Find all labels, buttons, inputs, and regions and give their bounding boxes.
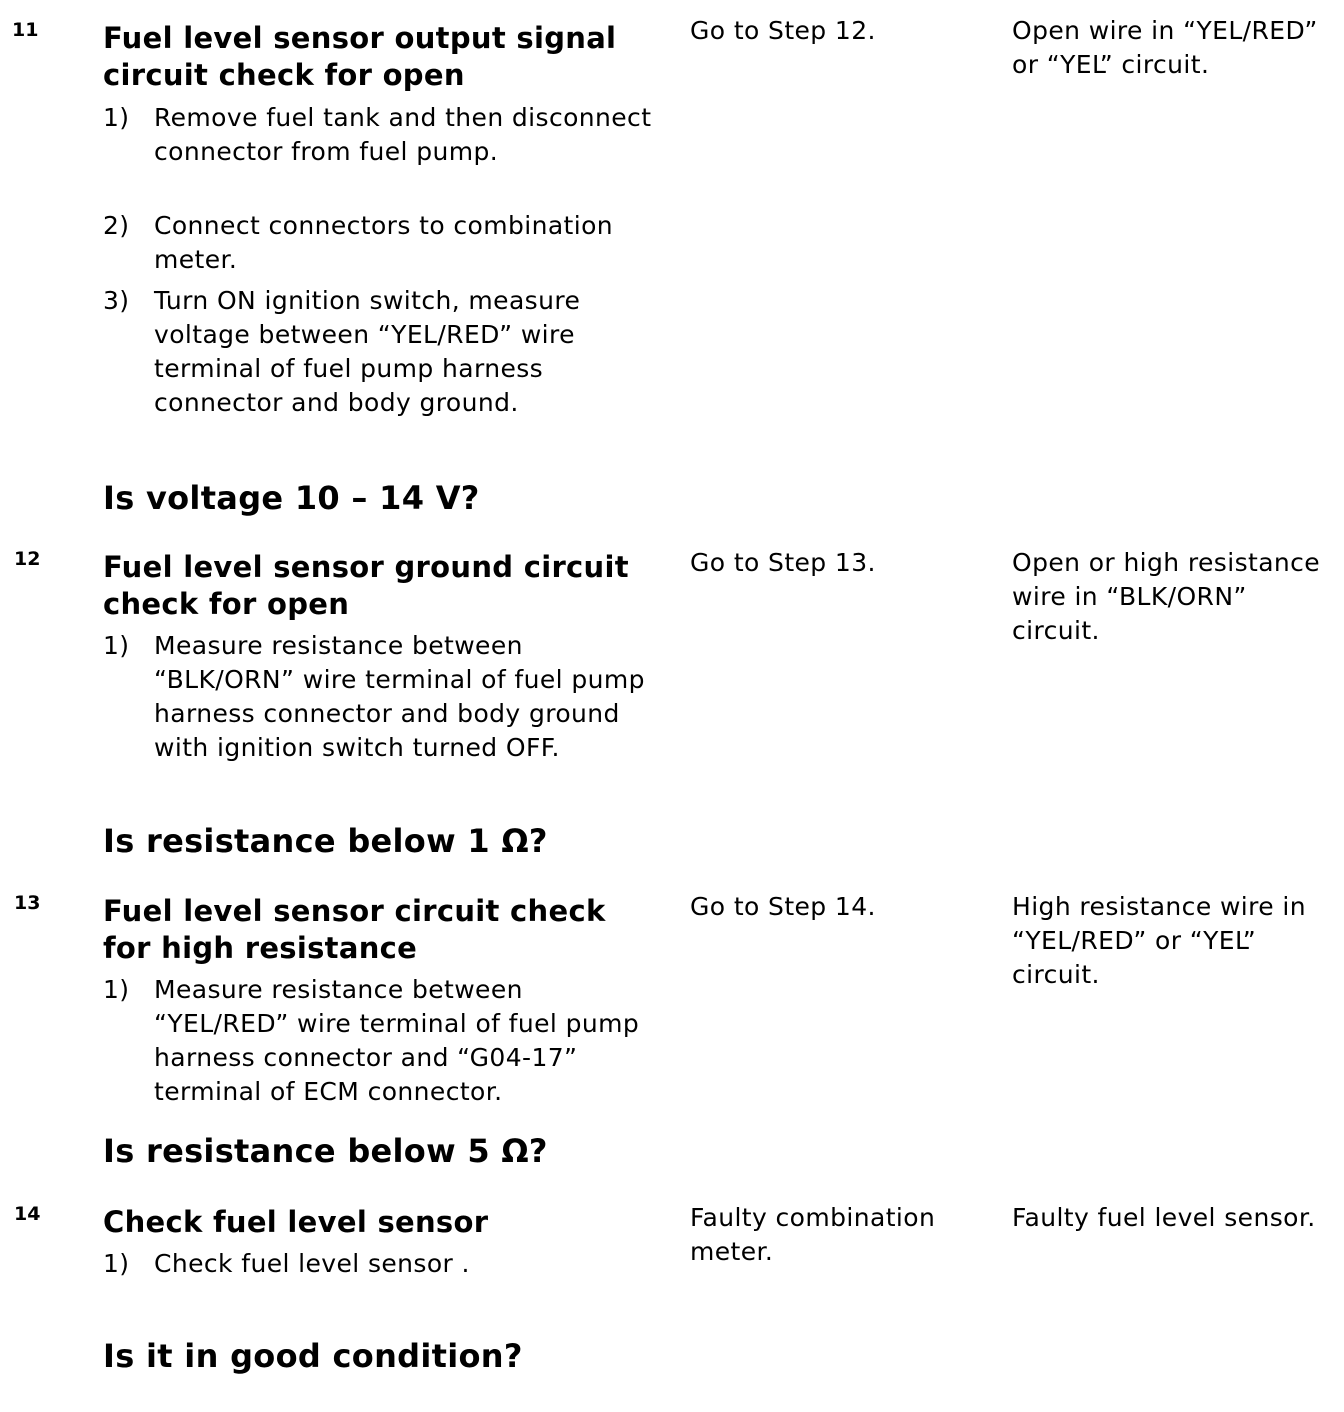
- instruction-item: [103, 1247, 663, 1281]
- instruction-item: [103, 629, 663, 765]
- step-title: Check fuel level sensor: [103, 1205, 489, 1239]
- step-question: Is resistance below 5 Ω?: [103, 1132, 548, 1170]
- instruction-text: Check fuel level sensor .: [154, 1249, 470, 1278]
- instruction-text: Remove fuel tank and then disconnect connector from fuel pump.: [154, 103, 652, 166]
- instruction-item: [103, 973, 663, 1109]
- step-number: 13: [14, 892, 41, 914]
- instruction-item: [103, 284, 663, 420]
- step-action: [103, 20, 663, 420]
- step-title: Fuel level sensor circuit check for high resistance: [103, 894, 606, 965]
- yes-result: Faulty combination meter.: [690, 1203, 936, 1266]
- step-action: [103, 1204, 663, 1281]
- no-result: High resistance wire in “YEL/RED” or “YEL” circuit.: [1012, 892, 1306, 989]
- instruction-number: 2): [103, 211, 130, 240]
- instruction-item: [103, 101, 663, 169]
- step-number: 11: [12, 19, 39, 41]
- instruction-number: 3): [103, 286, 130, 315]
- step-question: Is it in good condition?: [103, 1337, 523, 1375]
- instruction-number: 1): [103, 975, 130, 1004]
- no-result: Open or high resistance wire in “BLK/ORN” circuit.: [1012, 548, 1321, 645]
- step-question: Is resistance below 1 Ω?: [103, 822, 548, 860]
- step-number: 12: [14, 548, 41, 570]
- yes-result: Go to Step 13.: [690, 548, 876, 577]
- step-title: Fuel level sensor output signal circuit check for open: [103, 21, 617, 92]
- instruction-number: 1): [103, 1249, 130, 1278]
- yes-result: Go to Step 14.: [690, 892, 876, 921]
- instruction-text: Measure resistance between “BLK/ORN” wire terminal of fuel pump harness connector and body ground with ignition switch turned OFF.: [154, 631, 645, 762]
- no-result: Open wire in “YEL/RED” or “YEL” circuit.: [1012, 16, 1318, 79]
- instruction-item: [103, 209, 663, 277]
- instruction-number: 1): [103, 103, 130, 132]
- no-result: Faulty fuel level sensor.: [1012, 1203, 1316, 1232]
- instruction-number: 1): [103, 631, 130, 660]
- step-number: 14: [14, 1203, 41, 1225]
- yes-result: Go to Step 12.: [690, 16, 876, 45]
- instruction-text: Connect connectors to combination meter.: [154, 211, 614, 274]
- instruction-text: Turn ON ignition switch, measure voltage between “YEL/RED” wire terminal of fuel pump harness connector and body ground.: [154, 286, 581, 417]
- step-title: Fuel level sensor ground circuit check for open: [103, 550, 629, 621]
- instruction-text: Measure resistance between “YEL/RED” wire terminal of fuel pump harness connector and “G04-17” terminal of ECM connector.: [154, 975, 640, 1106]
- step-action: [103, 893, 663, 1109]
- step-question: Is voltage 10 – 14 V?: [103, 479, 480, 517]
- step-action: [103, 549, 663, 765]
